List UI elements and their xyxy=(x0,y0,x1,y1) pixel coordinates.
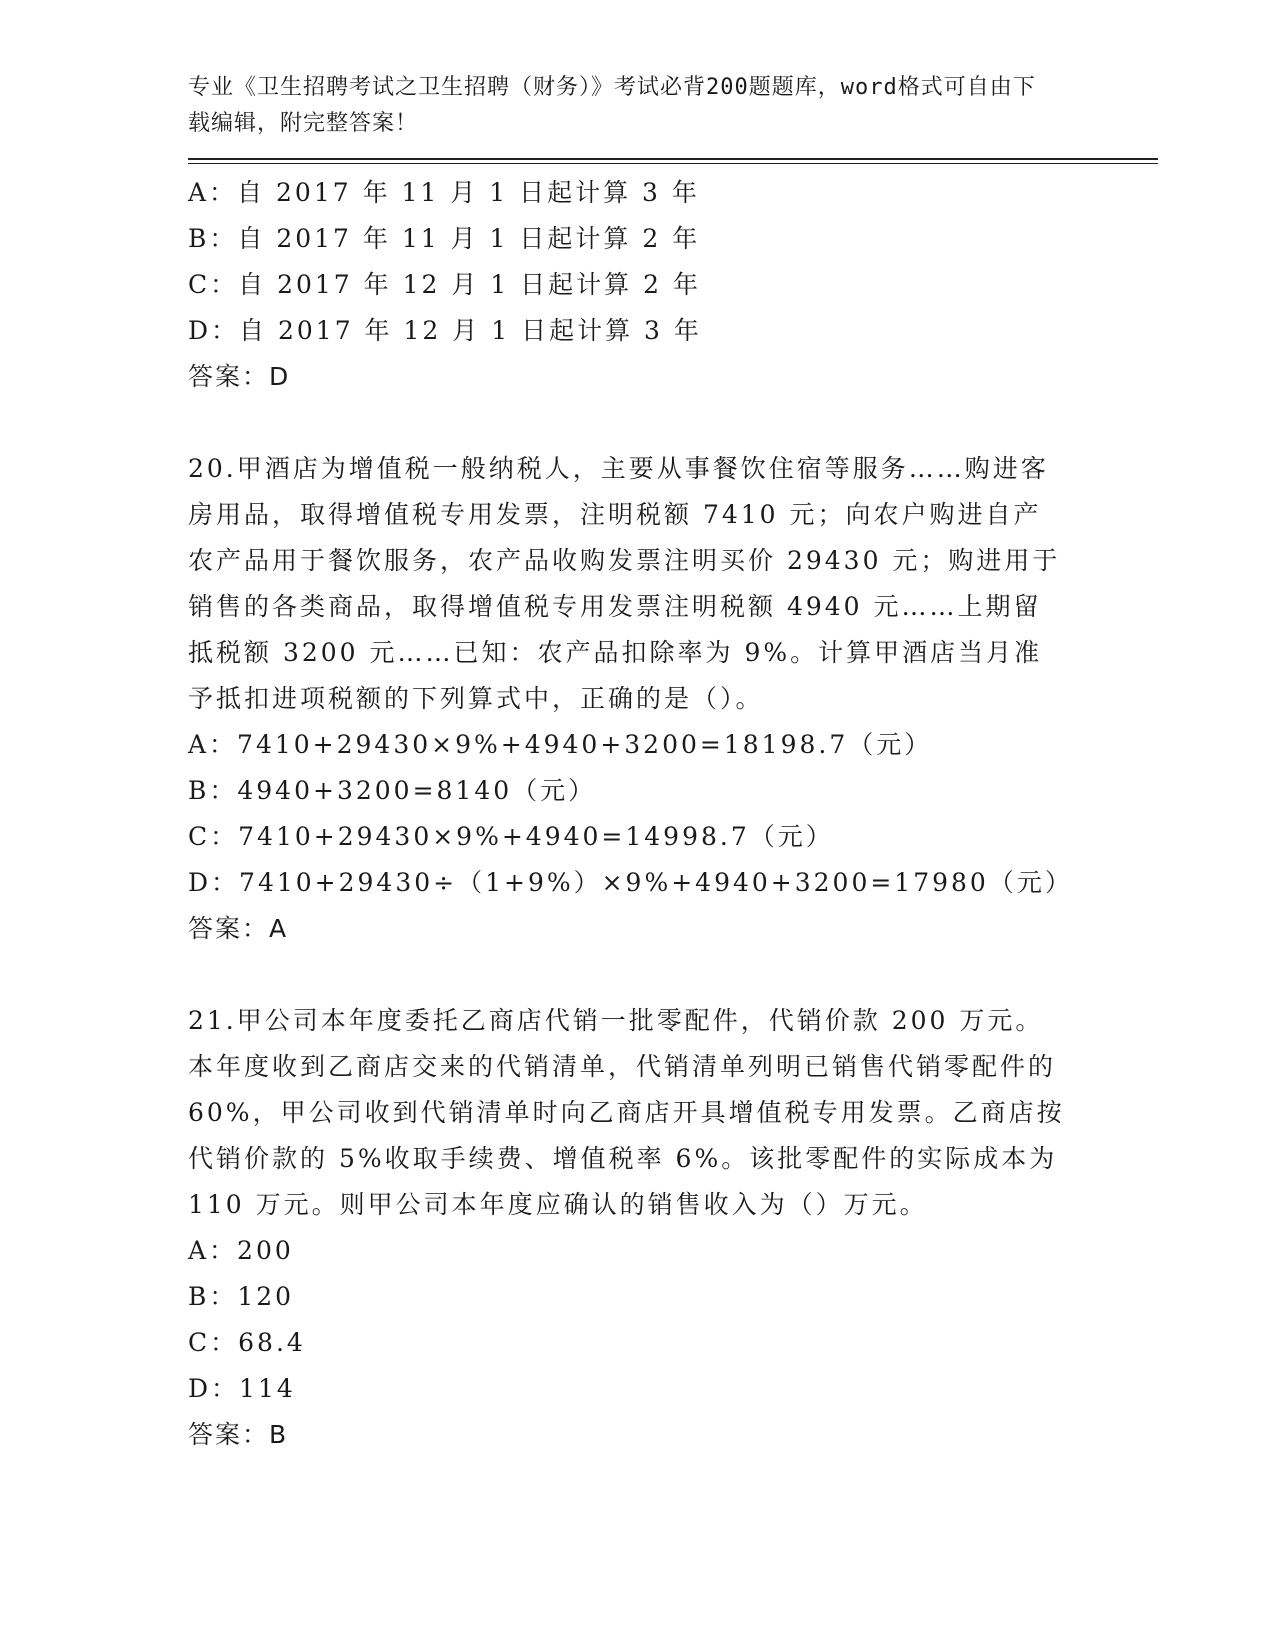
option-b: B：120 xyxy=(188,1282,295,1311)
question-text: 21.甲公司本年度委托乙商店代销一批零配件，代销价款 200 万元。本年度收到乙商店交来的代销清单，代销清单列明已销售代销零配件的 60%，甲公司收到代销清单时向乙商店开具增值税专用发票。乙商店按代销价款的 5%收取手续费、增值税率 6%。该批零配件的实际成本为 110 万元。则甲公司本年度应确认的销售收入为（）万元。 xyxy=(188,1006,1065,1219)
option-a: A：7410+29430×9%+4940+3200=18198.7（元） xyxy=(188,730,933,759)
header-divider xyxy=(188,158,1158,164)
option-d: D：7410+29430÷（1+9%）×9%+4940+3200=17980（元） xyxy=(188,868,1073,897)
option-d: D：自 2017 年 12 月 1 日起计算 3 年 xyxy=(188,316,702,345)
option-c: C：7410+29430×9%+4940=14998.7（元） xyxy=(188,822,834,851)
question-block-19 xyxy=(188,170,1158,400)
answer-line: 答案：B xyxy=(188,1420,289,1449)
option-a: A：200 xyxy=(188,1236,294,1265)
option-b: B：自 2017 年 11 月 1 日起计算 2 年 xyxy=(188,224,701,253)
option-b: B：4940+3200=8140（元） xyxy=(188,776,597,805)
question-block-20 xyxy=(188,446,1158,952)
document-page xyxy=(188,70,1158,1504)
answer-line: 答案：D xyxy=(188,362,291,391)
answer-line: 答案：A xyxy=(188,914,289,943)
option-d: D：114 xyxy=(188,1374,296,1403)
document-header: 专业《卫生招聘考试之卫生招聘（财务）》考试必背200题题库，word格式可自由下载编辑，附完整答案！ xyxy=(188,75,1036,136)
question-text: 20.甲酒店为增值税一般纳税人，主要从事餐饮住宿等服务……购进客房用品，取得增值税专用发票，注明税额 7410 元；向农户购进自产农产品用于餐饮服务，农产品收购发票注明买价 29430 元；购进用于销售的各类商品，取得增值税专用发票注明税额 4940 元……上期留抵税额 3200 元……已知：农产品扣除率为 9%。计算甲酒店当月准予抵扣进项税额的下列算式中，正确的是（）。 xyxy=(188,454,1061,713)
option-a: A：自 2017 年 11 月 1 日起计算 3 年 xyxy=(188,178,700,207)
option-c: C：68.4 xyxy=(188,1328,306,1357)
option-c: C：自 2017 年 12 月 1 日起计算 2 年 xyxy=(188,270,701,299)
question-block-21 xyxy=(188,998,1158,1458)
